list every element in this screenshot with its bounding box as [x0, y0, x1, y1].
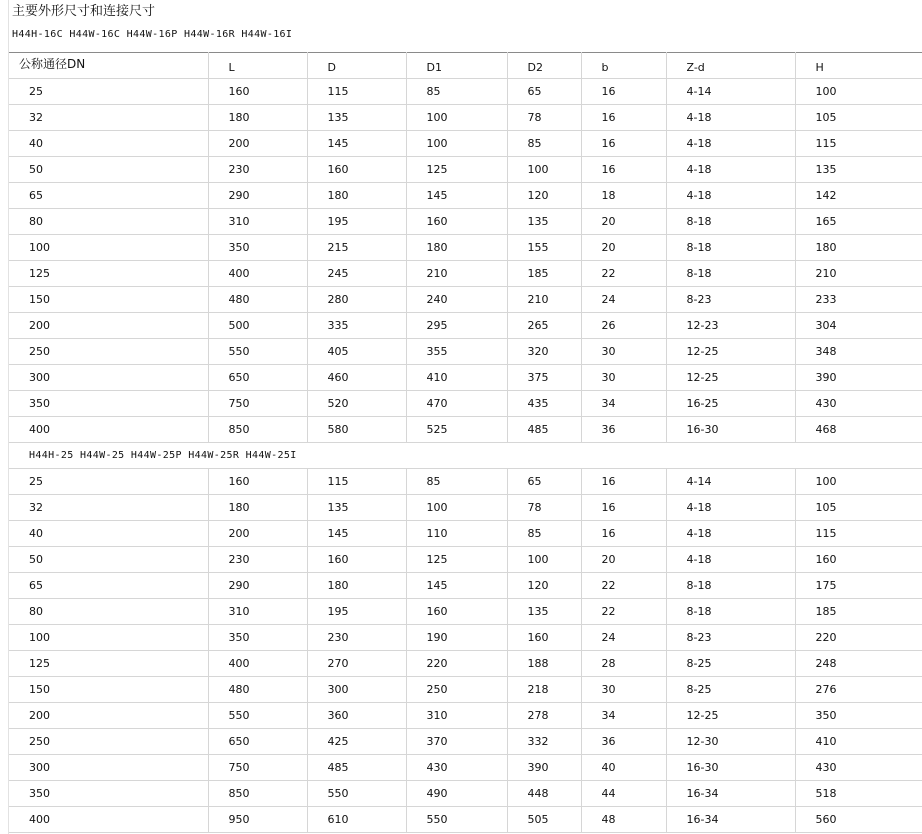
table-cell: 32 — [9, 495, 208, 521]
table-cell: 430 — [795, 755, 922, 781]
table-cell: 20 — [581, 547, 666, 573]
table-cell: 550 — [208, 703, 307, 729]
table-cell: 4-18 — [666, 105, 795, 131]
header-dn: 公称通径DN — [9, 53, 208, 79]
table-cell: 460 — [307, 365, 406, 391]
table-cell: 4-18 — [666, 157, 795, 183]
table-cell: 850 — [208, 781, 307, 807]
table-cell: 290 — [208, 573, 307, 599]
table-cell: 48 — [581, 807, 666, 833]
table-cell: 16 — [581, 495, 666, 521]
table-cell: 65 — [507, 469, 581, 495]
page-title: 主要外形尺寸和连接尺寸 — [12, 4, 156, 19]
table-row — [9, 209, 922, 235]
table-cell: 270 — [307, 651, 406, 677]
table-cell: 220 — [406, 651, 507, 677]
table-cell: 120 — [507, 183, 581, 209]
header-b: b — [581, 53, 666, 79]
header-l: L — [208, 53, 307, 79]
table-cell: 480 — [208, 677, 307, 703]
table-cell: 220 — [795, 625, 922, 651]
table-cell: 100 — [9, 625, 208, 651]
table-cell: 250 — [9, 729, 208, 755]
table-cell: 185 — [507, 261, 581, 287]
table-cell: 410 — [406, 365, 507, 391]
table-cell: 550 — [307, 781, 406, 807]
table-cell: 290 — [208, 183, 307, 209]
table-row — [9, 807, 922, 833]
table-cell: 24 — [581, 625, 666, 651]
table-row — [9, 183, 922, 209]
table-cell: 8-18 — [666, 573, 795, 599]
table-cell: 155 — [507, 235, 581, 261]
table-cell: 320 — [507, 339, 581, 365]
table-cell: 480 — [208, 287, 307, 313]
table-cell: 65 — [9, 183, 208, 209]
table-cell: 135 — [307, 495, 406, 521]
table-cell: 218 — [507, 677, 581, 703]
header-d2: D2 — [507, 53, 581, 79]
table-cell: 304 — [795, 313, 922, 339]
table-row — [9, 781, 922, 807]
table-cell: 135 — [507, 209, 581, 235]
table-cell: 150 — [9, 287, 208, 313]
table-cell: 145 — [307, 521, 406, 547]
table-cell: 25 — [9, 79, 208, 105]
table-cell: 390 — [795, 365, 922, 391]
table-cell: 175 — [795, 573, 922, 599]
table-cell: 650 — [208, 729, 307, 755]
table-cell: 350 — [208, 625, 307, 651]
table-cell: 12-30 — [666, 729, 795, 755]
table-cell: 390 — [507, 755, 581, 781]
table-cell: 200 — [208, 521, 307, 547]
table-cell: 16 — [581, 521, 666, 547]
table-cell: 8-18 — [666, 261, 795, 287]
table-cell: 250 — [406, 677, 507, 703]
table-cell: 750 — [208, 755, 307, 781]
table-cell: 160 — [307, 547, 406, 573]
table-cell: 360 — [307, 703, 406, 729]
table-cell: 40 — [581, 755, 666, 781]
table-cell: 295 — [406, 313, 507, 339]
table-body — [9, 53, 922, 833]
table-cell: 105 — [795, 495, 922, 521]
table-cell: 100 — [9, 235, 208, 261]
table-cell: 135 — [507, 599, 581, 625]
table-cell: 180 — [208, 105, 307, 131]
table-row — [9, 703, 922, 729]
table-row — [9, 469, 922, 495]
table-cell: 142 — [795, 183, 922, 209]
table-cell: 195 — [307, 599, 406, 625]
table-cell: 518 — [795, 781, 922, 807]
header-h: H — [795, 53, 922, 79]
table-cell: 468 — [795, 417, 922, 443]
table-cell: 375 — [507, 365, 581, 391]
table-row — [9, 625, 922, 651]
table-cell: 348 — [795, 339, 922, 365]
table-cell: 8-25 — [666, 651, 795, 677]
table-cell: 750 — [208, 391, 307, 417]
table-cell: 4-18 — [666, 495, 795, 521]
table-cell: 115 — [795, 521, 922, 547]
table-cell: 560 — [795, 807, 922, 833]
table-row — [9, 131, 922, 157]
table-cell: 276 — [795, 677, 922, 703]
table-cell: 278 — [507, 703, 581, 729]
table-row — [9, 261, 922, 287]
table-cell: 125 — [9, 651, 208, 677]
table-cell: 160 — [406, 599, 507, 625]
header-z-d: Z-d — [666, 53, 795, 79]
table-cell: 4-18 — [666, 547, 795, 573]
table-cell: 165 — [795, 209, 922, 235]
table-cell: 350 — [795, 703, 922, 729]
table-cell: 85 — [507, 521, 581, 547]
table-cell: 16-30 — [666, 417, 795, 443]
table-cell: 4-14 — [666, 469, 795, 495]
table-cell: 100 — [507, 547, 581, 573]
table-cell: 310 — [208, 209, 307, 235]
table-cell: 150 — [9, 677, 208, 703]
table-row — [9, 105, 922, 131]
table-cell: 400 — [208, 261, 307, 287]
table-cell: 350 — [9, 781, 208, 807]
table-cell: 850 — [208, 417, 307, 443]
table-cell: 16 — [581, 105, 666, 131]
table-cell: 332 — [507, 729, 581, 755]
table-cell: 350 — [9, 391, 208, 417]
table-cell: 210 — [795, 261, 922, 287]
table-cell: 18 — [581, 183, 666, 209]
table-cell: 610 — [307, 807, 406, 833]
table-cell: 300 — [307, 677, 406, 703]
table-cell: 22 — [581, 261, 666, 287]
table-cell: 105 — [795, 105, 922, 131]
table-cell: 410 — [795, 729, 922, 755]
table-cell: 8-25 — [666, 677, 795, 703]
table-cell: 22 — [581, 573, 666, 599]
table-cell: 16 — [581, 131, 666, 157]
table-cell: 485 — [307, 755, 406, 781]
table-cell: 160 — [795, 547, 922, 573]
header-d: D — [307, 53, 406, 79]
table-row — [9, 755, 922, 781]
table-cell: 85 — [406, 79, 507, 105]
table-cell: 8-23 — [666, 287, 795, 313]
table-cell: 16 — [581, 157, 666, 183]
table-cell: 265 — [507, 313, 581, 339]
table-cell: 245 — [307, 261, 406, 287]
table-cell: 65 — [9, 573, 208, 599]
table-cell: 280 — [307, 287, 406, 313]
table-cell: 26 — [581, 313, 666, 339]
models-pn25-label: H44H-25 H44W-25 H44W-25P H44W-25R H44W-25I — [9, 443, 922, 469]
table-cell: 4-18 — [666, 131, 795, 157]
table-cell: 34 — [581, 391, 666, 417]
table-cell: 8-18 — [666, 599, 795, 625]
table-cell: 80 — [9, 209, 208, 235]
table-cell: 470 — [406, 391, 507, 417]
table-cell: 160 — [208, 79, 307, 105]
table-cell: 448 — [507, 781, 581, 807]
table-cell: 550 — [208, 339, 307, 365]
table-cell: 12-25 — [666, 339, 795, 365]
table-cell: 135 — [307, 105, 406, 131]
table-cell: 355 — [406, 339, 507, 365]
header-d1: D1 — [406, 53, 507, 79]
table-cell: 400 — [9, 417, 208, 443]
table-row — [9, 651, 922, 677]
table-row — [9, 391, 922, 417]
table-cell: 505 — [507, 807, 581, 833]
table-cell: 135 — [795, 157, 922, 183]
table-cell: 300 — [9, 365, 208, 391]
table-cell: 230 — [208, 547, 307, 573]
table-cell: 425 — [307, 729, 406, 755]
table-cell: 200 — [208, 131, 307, 157]
table-cell: 85 — [406, 469, 507, 495]
table-cell: 180 — [795, 235, 922, 261]
table-cell: 400 — [9, 807, 208, 833]
table-cell: 120 — [507, 573, 581, 599]
table-cell: 16-34 — [666, 781, 795, 807]
table-cell: 36 — [581, 729, 666, 755]
table-cell: 520 — [307, 391, 406, 417]
table-cell: 65 — [507, 79, 581, 105]
table-cell: 30 — [581, 677, 666, 703]
table-row — [9, 547, 922, 573]
table-cell: 8-18 — [666, 235, 795, 261]
models-pn16-label: H44H-16C H44W-16C H44W-16P H44W-16R H44W-16I — [12, 29, 293, 40]
table-cell: 44 — [581, 781, 666, 807]
table-cell: 115 — [795, 131, 922, 157]
table-cell: 12-23 — [666, 313, 795, 339]
table-cell: 430 — [406, 755, 507, 781]
table-row — [9, 573, 922, 599]
table-cell: 16 — [581, 469, 666, 495]
table-cell: 125 — [406, 157, 507, 183]
table-cell: 500 — [208, 313, 307, 339]
table-cell: 145 — [307, 131, 406, 157]
table-cell: 435 — [507, 391, 581, 417]
table-cell: 100 — [406, 495, 507, 521]
table-cell: 4-18 — [666, 521, 795, 547]
table-cell: 580 — [307, 417, 406, 443]
table-cell: 30 — [581, 339, 666, 365]
table-cell: 525 — [406, 417, 507, 443]
table-cell: 20 — [581, 209, 666, 235]
table-cell: 8-23 — [666, 625, 795, 651]
group-header-row — [9, 443, 922, 469]
table-cell: 100 — [406, 105, 507, 131]
table-cell: 145 — [406, 183, 507, 209]
table-cell: 230 — [208, 157, 307, 183]
table-cell: 335 — [307, 313, 406, 339]
table-cell: 233 — [795, 287, 922, 313]
table-cell: 36 — [581, 417, 666, 443]
table-cell: 40 — [9, 131, 208, 157]
table-cell: 190 — [406, 625, 507, 651]
table-cell: 16-25 — [666, 391, 795, 417]
table-cell: 160 — [307, 157, 406, 183]
table-cell: 485 — [507, 417, 581, 443]
table-row — [9, 521, 922, 547]
table-cell: 16-34 — [666, 807, 795, 833]
table-cell: 160 — [406, 209, 507, 235]
table-cell: 32 — [9, 105, 208, 131]
table-cell: 185 — [795, 599, 922, 625]
dimension-table — [9, 52, 922, 833]
table-cell: 115 — [307, 79, 406, 105]
table-cell: 4-14 — [666, 79, 795, 105]
table-cell: 650 — [208, 365, 307, 391]
table-cell: 300 — [9, 755, 208, 781]
table-cell: 50 — [9, 547, 208, 573]
table-row — [9, 157, 922, 183]
table-cell: 78 — [507, 105, 581, 131]
table-cell: 180 — [307, 183, 406, 209]
table-cell: 195 — [307, 209, 406, 235]
table-cell: 80 — [9, 599, 208, 625]
table-row — [9, 365, 922, 391]
table-cell: 28 — [581, 651, 666, 677]
table-cell: 350 — [208, 235, 307, 261]
table-cell: 490 — [406, 781, 507, 807]
table-cell: 180 — [208, 495, 307, 521]
table-cell: 248 — [795, 651, 922, 677]
table-cell: 100 — [507, 157, 581, 183]
table-cell: 370 — [406, 729, 507, 755]
table-cell: 180 — [406, 235, 507, 261]
table-row — [9, 313, 922, 339]
table-cell: 145 — [406, 573, 507, 599]
table-cell: 310 — [406, 703, 507, 729]
table-cell: 12-25 — [666, 703, 795, 729]
table-cell: 22 — [581, 599, 666, 625]
table-row — [9, 339, 922, 365]
table-cell: 950 — [208, 807, 307, 833]
table-cell: 400 — [208, 651, 307, 677]
table-cell: 85 — [507, 131, 581, 157]
table-cell: 188 — [507, 651, 581, 677]
table-cell: 215 — [307, 235, 406, 261]
table-cell: 50 — [9, 157, 208, 183]
table-cell: 310 — [208, 599, 307, 625]
table-cell: 430 — [795, 391, 922, 417]
table-cell: 40 — [9, 521, 208, 547]
table-cell: 20 — [581, 235, 666, 261]
table-cell: 160 — [208, 469, 307, 495]
table-cell: 100 — [795, 469, 922, 495]
table-row — [9, 417, 922, 443]
table-row — [9, 677, 922, 703]
table-cell: 8-18 — [666, 209, 795, 235]
table-cell: 180 — [307, 573, 406, 599]
table-cell: 160 — [507, 625, 581, 651]
table-cell: 12-25 — [666, 365, 795, 391]
table-row — [9, 599, 922, 625]
table-cell: 550 — [406, 807, 507, 833]
table-header-row — [9, 53, 922, 79]
table-cell: 34 — [581, 703, 666, 729]
table-cell: 16 — [581, 79, 666, 105]
table-row — [9, 235, 922, 261]
table-cell: 25 — [9, 469, 208, 495]
table-row — [9, 79, 922, 105]
table-cell: 100 — [795, 79, 922, 105]
table-cell: 230 — [307, 625, 406, 651]
table-row — [9, 287, 922, 313]
table-cell: 125 — [406, 547, 507, 573]
table-cell: 110 — [406, 521, 507, 547]
table-cell: 115 — [307, 469, 406, 495]
table-cell: 100 — [406, 131, 507, 157]
table-cell: 125 — [9, 261, 208, 287]
table-cell: 210 — [507, 287, 581, 313]
table-cell: 240 — [406, 287, 507, 313]
table-cell: 200 — [9, 313, 208, 339]
table-cell: 30 — [581, 365, 666, 391]
table-row — [9, 495, 922, 521]
table-cell: 16-30 — [666, 755, 795, 781]
table-cell: 78 — [507, 495, 581, 521]
table-cell: 4-18 — [666, 183, 795, 209]
table-cell: 250 — [9, 339, 208, 365]
table-cell: 24 — [581, 287, 666, 313]
table-cell: 210 — [406, 261, 507, 287]
table-cell: 200 — [9, 703, 208, 729]
table-row — [9, 729, 922, 755]
table-cell: 405 — [307, 339, 406, 365]
